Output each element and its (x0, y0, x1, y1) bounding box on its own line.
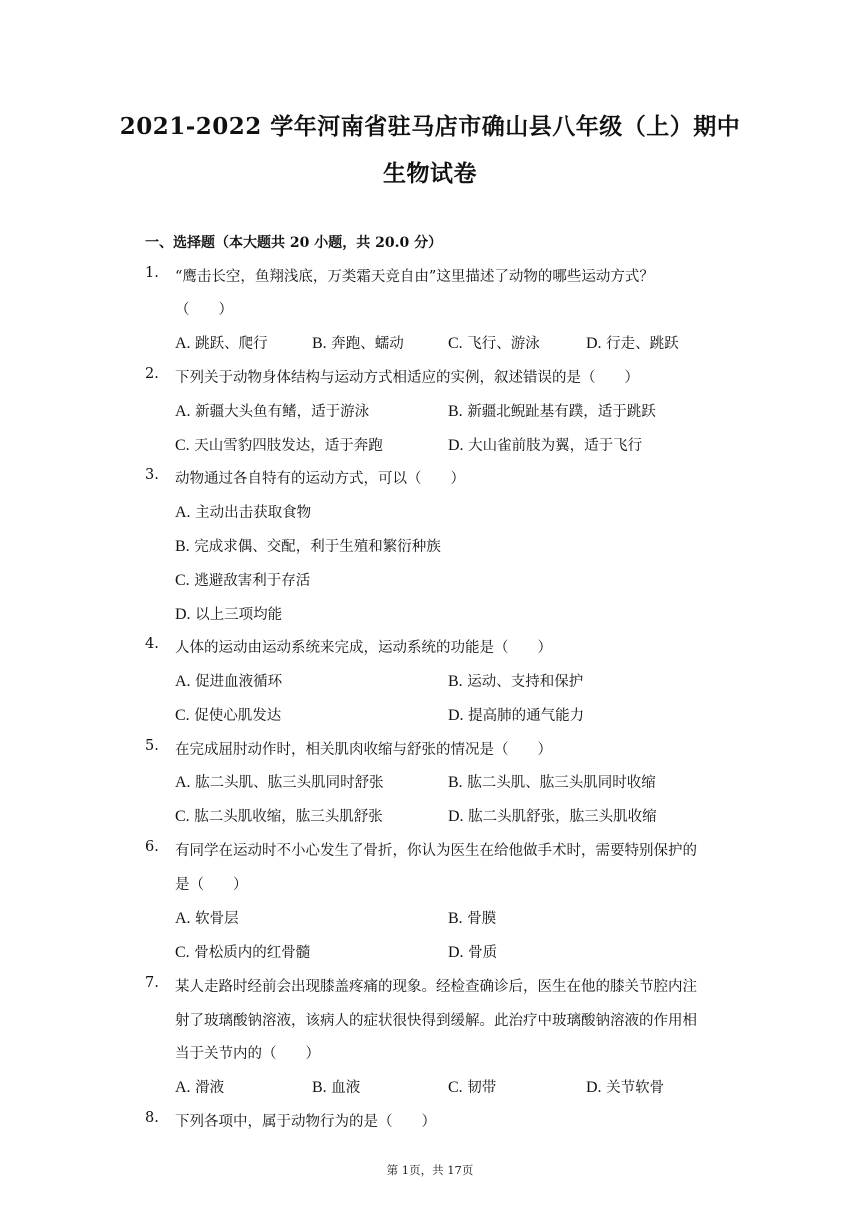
option-c: C. 飞行、游泳 (448, 335, 540, 352)
option-b: B. 完成求偶、交配，利于生殖和繁衍种族 (175, 538, 441, 555)
question-text: 有同学在运动时不小心发生了骨折，你认为医生在给他做手术时，需要特别保护的 (175, 843, 697, 859)
question-text: 下列各项中，属于动物行为的是（ ） (175, 1114, 436, 1130)
question-text: “鹰击长空，鱼翔浅底，万类霜天竞自由”这里描述了动物的哪些运动方式？ (175, 269, 654, 285)
option-c: C. 天山雪豹四肢发达，适于奔跑 (175, 437, 383, 454)
question-text: 下列关于动物身体结构与运动方式相适应的实例，叙述错误的是（ ） (175, 370, 639, 386)
question-text: 在完成屈肘动作时，相关肌肉收缩与舒张的情况是（ ） (175, 742, 552, 758)
option-d: D. 骨质 (448, 944, 498, 961)
option-d: D. 提高肺的通气能力 (448, 707, 585, 724)
option-a: A. 主动出击获取食物 (175, 504, 312, 521)
question-number: 4. (145, 636, 159, 652)
option-b: B. 运动、支持和保护 (448, 673, 584, 690)
option-a: A. 软骨层 (175, 910, 239, 927)
option-b: B. 骨膜 (448, 910, 497, 927)
question-text: （ ） (175, 302, 233, 318)
option-b: B. 奔跑、蠕动 (312, 335, 404, 352)
question-text: 是（ ） (175, 877, 248, 893)
section-heading: 一、选择题（本大题共 20 小题，共 20.0 分） (145, 235, 443, 251)
question-text: 射了玻璃酸钠溶液，该病人的症状很快得到缓解。此治疗中玻璃酸钠溶液的作用相 (175, 1013, 697, 1029)
question-number: 3. (145, 467, 159, 483)
option-d: D. 以上三项均能 (175, 606, 283, 623)
option-c: C. 促使心肌发达 (175, 707, 282, 724)
option-c: C. 韧带 (448, 1079, 497, 1096)
question-number: 1. (145, 265, 159, 281)
question-number: 2. (145, 366, 159, 382)
question-number: 7. (145, 975, 159, 991)
page-footer: 第 1页，共 17页 (386, 1163, 474, 1177)
option-c: C. 骨松质内的红骨髓 (175, 944, 311, 961)
option-a: A. 肱二头肌、肱三头肌同时舒张 (175, 774, 384, 791)
question-text: 人体的运动由运动系统来完成，运动系统的功能是（ ） (175, 640, 552, 656)
question-text: 某人走路时经前会出现膝盖疼痛的现象。经检查确诊后，医生在他的膝关节腔内注 (175, 979, 697, 995)
option-b: B. 血液 (312, 1079, 361, 1096)
question-number: 8. (145, 1110, 159, 1126)
option-a: A. 滑液 (175, 1079, 225, 1096)
option-d: D. 关节软骨 (586, 1079, 665, 1096)
option-b: B. 肱二头肌、肱三头肌同时收缩 (448, 774, 656, 791)
option-a: A. 新疆大头鱼有鳍，适于游泳 (175, 403, 370, 420)
question-text: 动物通过各自特有的运动方式，可以（ ） (175, 471, 465, 487)
option-c: C. 逃避敌害利于存活 (175, 572, 311, 589)
question-number: 6. (145, 839, 159, 855)
option-d: D. 肱二头肌舒张，肱三头肌收缩 (448, 808, 657, 825)
option-a: A. 促进血液循环 (175, 673, 283, 690)
option-d: D. 行走、跳跃 (586, 335, 679, 352)
question-text: 当于关节内的（ ） (175, 1046, 320, 1062)
option-b: B. 新疆北鲵趾基有蹼，适于跳跃 (448, 403, 656, 420)
option-c: C. 肱二头肌收缩，肱三头肌舒张 (175, 808, 383, 825)
exam-title-line2: 生物试卷 (383, 160, 477, 187)
option-a: A. 跳跃、爬行 (175, 335, 268, 352)
exam-title-line1: 2021-2022 学年河南省驻马店市确山县八年级（上）期中 (119, 113, 741, 140)
question-number: 5. (145, 738, 159, 754)
option-d: D. 大山雀前肢为翼，适于飞行 (448, 437, 643, 454)
